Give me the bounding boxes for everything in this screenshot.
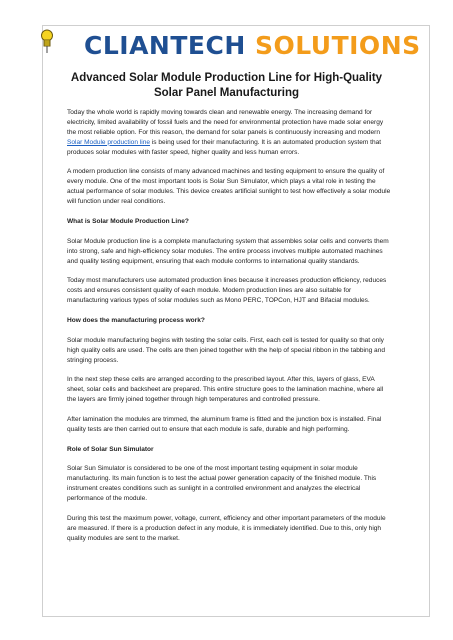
section-heading: What is Solar Module Production Line? xyxy=(67,217,189,225)
section-heading: How does the manufacturing process work? xyxy=(67,316,205,324)
paragraph: After lamination the modules are trimmed, the aluminum frame is fitted and the junction box is installed. Final quality tests are then carried out to ensure that each module is safe, durable and high performing. xyxy=(67,415,382,433)
article-title: Advanced Solar Module Production Line for High-Quality Solar Panel Manufacturing xyxy=(70,72,383,99)
production-line-link[interactable]: Solar Module production line xyxy=(67,138,150,146)
logo-text-primary: CLIANTECH xyxy=(84,31,246,60)
logo-text-secondary: SOLUTIONS xyxy=(254,31,421,60)
brand-logo xyxy=(84,31,421,61)
intro-text-end: is being used for their manufacturing. It is an automated production system that produces solar modules with faster speed, higher quality and less human errors. xyxy=(67,138,382,156)
section-heading: Role of Solar Sun Simulator xyxy=(67,445,154,453)
paragraph: A modern production line consists of many advanced machines and testing equipment to ensure the quality of every module. One of the most important tools is Solar Sun Simulator, which plays a vital role in testing the actual performance of solar modules. This device creates artificial sunlight to test how effectively a solar module will function under real conditions. xyxy=(67,168,391,206)
paragraph: During this test the maximum power, voltage, current, efficiency and other important parameters of the module are measured. If there is a production defect in any module, it is immediately identified. Due to this, only high quality modules are sent to the market. xyxy=(67,514,386,542)
intro-paragraph xyxy=(67,108,393,158)
paragraph: Solar module manufacturing begins with testing the solar cells. First, each cell is tested for quality so that only high quality cells are used. The cells are then joined together with the help of special ribbon in the tabbing and stringing process. xyxy=(67,336,385,364)
lightbulb-icon xyxy=(40,28,54,54)
paragraph: Today most manufacturers use automated production lines because it increases production efficiency, reduces costs and ensures consistent quality of each module. Modern production lines are also suitable for manufacturing various types of solar modules such as Mono PERC, TOPCon, HJT and Bifacial modules. xyxy=(67,277,387,305)
intro-text-start: Today the whole world is rapidly moving towards clean and renewable energy. The increasing demand for electricity, limited availability of fossil fuels and the need for environmental protection have made solar energy the most reliable option. For this reason, the demand for solar panels is continuously increasing and modern xyxy=(67,109,384,136)
article-body xyxy=(67,108,393,554)
paragraph: In the next step these cells are arranged according to the prescribed layout. After this, layers of glass, EVA sheet, solar cells and backsheet are prepared. This entire structure goes to the lamination machine, where all the layers are firmly joined together through high temperatures and controlled pressure. xyxy=(67,376,384,404)
paragraph: Solar Sun Simulator is considered to be one of the most important testing equipment in solar module manufacturing. Its main function is to test the actual power generation capacity of the finished module. This instrument creates conditions such as sunlight in a controlled environment and analyzes the electrical performance of the module. xyxy=(67,465,377,503)
paragraph: Solar Module production line is a complete manufacturing system that assembles solar cells and converts them into strong, safe and high-efficiency solar modules. The entire process involves multiple automated machines and quality testing equipment, ensuring that each module conforms to international quality standards. xyxy=(67,237,389,265)
